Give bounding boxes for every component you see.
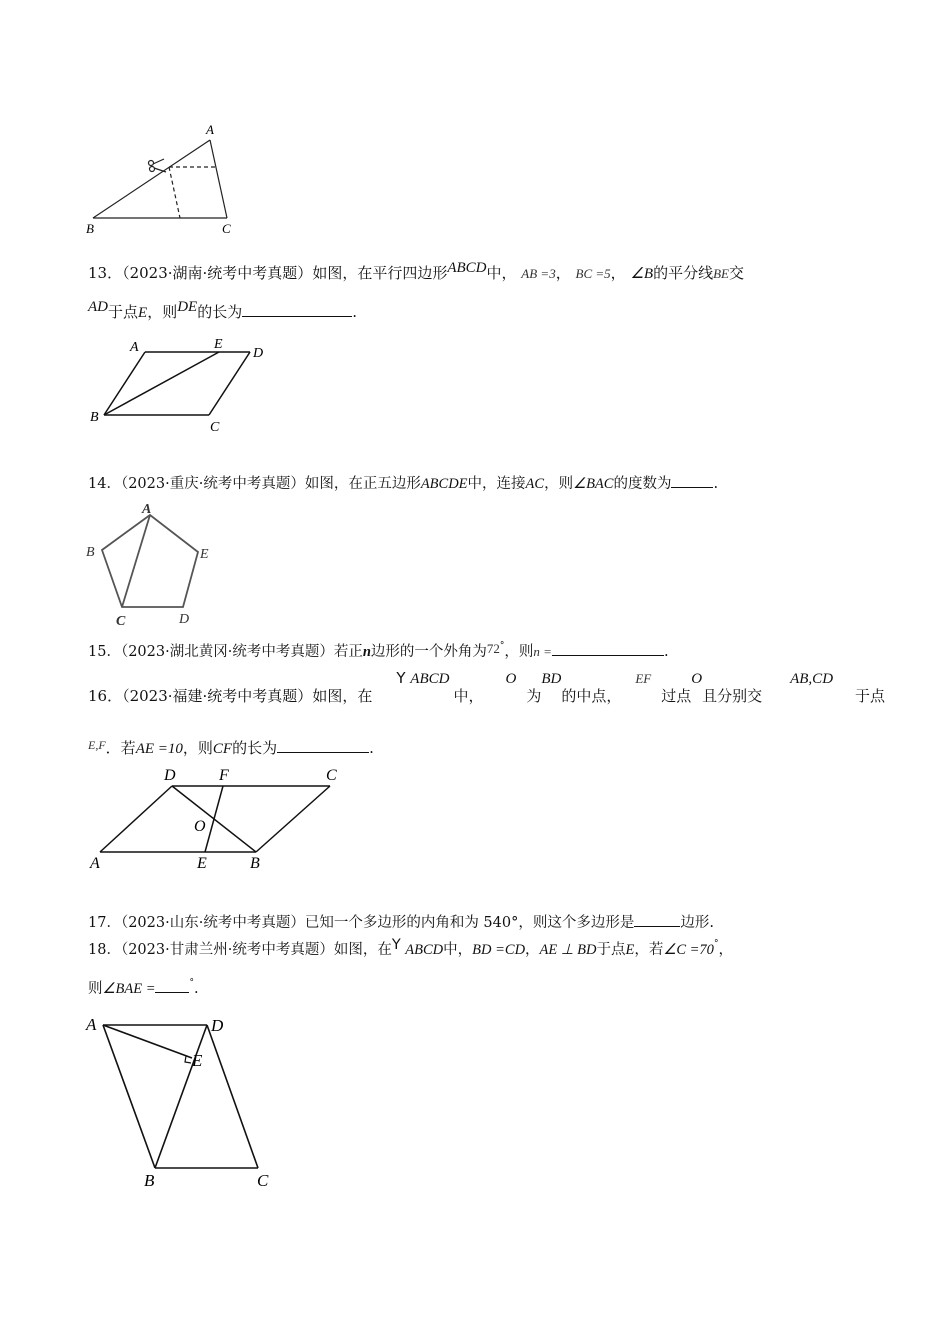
question-16-line-2 bbox=[88, 736, 374, 759]
question-text: ．若 bbox=[105, 739, 136, 757]
math-cf: CF bbox=[212, 741, 233, 757]
label-c: C bbox=[257, 1171, 269, 1190]
label-c: C bbox=[326, 767, 337, 784]
math-ab-cd: AB,CD bbox=[790, 671, 834, 687]
math-abcd: ABCD bbox=[405, 942, 444, 958]
question-text: 交 bbox=[728, 264, 744, 282]
question-text: . bbox=[663, 644, 669, 660]
answer-blank[interactable] bbox=[634, 910, 680, 927]
math-angle-bae: ∠BAE = bbox=[102, 981, 156, 997]
figure-q14-pentagon bbox=[80, 495, 230, 630]
scissors-icon bbox=[149, 159, 167, 172]
question-text: 中，连接 bbox=[467, 476, 526, 492]
question-text: 如图，在 bbox=[312, 687, 373, 705]
question-text: ， bbox=[525, 942, 540, 958]
label-d: D bbox=[164, 767, 176, 784]
label-e: E bbox=[192, 1051, 203, 1070]
question-text: 的长为 bbox=[232, 739, 278, 757]
question-text: 中， bbox=[486, 264, 517, 282]
math-be: BE bbox=[713, 266, 729, 281]
question-number: 17． bbox=[88, 915, 121, 931]
question-16-line-1 bbox=[88, 669, 886, 707]
question-text: 边形的一个外角为 bbox=[370, 644, 487, 660]
question-number: 16． bbox=[88, 687, 123, 705]
answer-blank[interactable] bbox=[242, 300, 352, 317]
question-text: . bbox=[193, 981, 199, 997]
figure-q13-parallelogram bbox=[80, 335, 280, 435]
math-ab: AB =3 bbox=[521, 266, 556, 281]
question-text: ，则 bbox=[544, 476, 574, 492]
degree-symbol: ° bbox=[713, 939, 719, 949]
question-text: 且分别交 bbox=[702, 687, 763, 705]
math-ef: EF bbox=[635, 671, 652, 686]
label-e: E bbox=[214, 337, 223, 352]
question-text: ，则 bbox=[504, 644, 534, 660]
math-angle-bac: ∠BAC bbox=[573, 476, 614, 492]
question-17-line-1 bbox=[88, 910, 714, 933]
question-text: 若正 bbox=[333, 644, 363, 660]
math-ad: AD bbox=[88, 299, 108, 315]
question-text: 于点 bbox=[855, 687, 886, 705]
label-e: E bbox=[197, 855, 207, 872]
label-b: B bbox=[250, 855, 260, 872]
question-source: （2023·湖北黄冈·统考中考真题） bbox=[120, 644, 334, 660]
math-n-equals: n = bbox=[533, 644, 552, 659]
answer-blank[interactable] bbox=[671, 471, 713, 488]
math-abcd: ABCD bbox=[447, 260, 487, 276]
question-number: 13． bbox=[88, 264, 123, 282]
math-angle-c-70: ∠C =70 bbox=[663, 942, 714, 958]
math-ae-perp-bd: AE ⊥ BD bbox=[539, 942, 597, 958]
question-text: ，若 bbox=[634, 942, 664, 958]
math-abcd: ABCD bbox=[410, 671, 450, 687]
label-a: A bbox=[130, 340, 139, 355]
math-n: n bbox=[362, 644, 371, 660]
label-d: D bbox=[211, 1016, 224, 1035]
label-c: C bbox=[210, 420, 220, 435]
math-bd-eq-cd: BD =CD bbox=[472, 942, 526, 958]
math-e: E bbox=[625, 942, 635, 958]
question-source: （2023·湖南·统考中考真题） bbox=[122, 264, 313, 282]
parallelogram-symbol: Y bbox=[396, 669, 406, 687]
math-abcde: ABCDE bbox=[420, 476, 468, 492]
math-angle-b: ∠B bbox=[630, 266, 654, 282]
label-d: D bbox=[253, 346, 264, 361]
label-a: A bbox=[90, 855, 100, 872]
question-source: （2023·甘肃兰州·统考中考真题） bbox=[120, 942, 334, 958]
question-text: 的度数为 bbox=[613, 476, 672, 492]
label-c: C bbox=[222, 221, 231, 236]
question-14-line-1 bbox=[88, 471, 718, 494]
question-18-line-2 bbox=[88, 976, 199, 1001]
math-ae-10: AE =10 bbox=[135, 741, 183, 757]
question-text: 的中点， bbox=[561, 687, 622, 705]
label-a: A bbox=[86, 1015, 97, 1034]
question-text: ， bbox=[718, 942, 733, 958]
figure-q12-triangle bbox=[80, 115, 260, 240]
math-bc: BC =5 bbox=[575, 266, 611, 281]
question-text: 如图，在 bbox=[333, 942, 392, 958]
math-o: O bbox=[691, 671, 703, 687]
question-text: . bbox=[713, 476, 719, 492]
math-72: 72 bbox=[486, 641, 500, 656]
degree-symbol: ° bbox=[499, 641, 505, 651]
label-b: B bbox=[90, 410, 99, 425]
label-a: A bbox=[206, 122, 214, 137]
question-text: 则 bbox=[88, 981, 103, 997]
math-ac: AC bbox=[525, 476, 545, 492]
question-18-line-1 bbox=[88, 937, 733, 962]
question-text: ，则 bbox=[182, 739, 213, 757]
question-15-line-1 bbox=[88, 639, 669, 664]
label-b: B bbox=[86, 221, 94, 236]
question-source: （2023·福建·统考中考真题） bbox=[122, 687, 313, 705]
question-number: 18． bbox=[88, 942, 121, 958]
label-f: F bbox=[219, 767, 229, 784]
label-b: B bbox=[86, 545, 95, 560]
question-text: 的长为 bbox=[197, 303, 243, 321]
question-number: 15． bbox=[88, 644, 121, 660]
question-number: 14． bbox=[88, 476, 121, 492]
question-text: 如图，在平行四边形 bbox=[312, 264, 448, 282]
question-text: 于点 bbox=[108, 303, 139, 321]
question-text: 如图，在正五边形 bbox=[304, 476, 421, 492]
figure-q18-parallelogram bbox=[80, 1005, 290, 1195]
question-text: 为 bbox=[526, 687, 542, 705]
label-e: E bbox=[200, 547, 209, 562]
math-de: DE bbox=[177, 299, 198, 315]
question-text: 边形. bbox=[680, 915, 714, 931]
question-text: . bbox=[369, 739, 374, 757]
answer-blank[interactable] bbox=[155, 976, 189, 993]
figure-q16-parallelogram bbox=[80, 762, 350, 872]
question-13-line-2 bbox=[88, 300, 357, 323]
parallelogram-symbol: Y bbox=[391, 937, 401, 953]
label-c: C bbox=[116, 614, 126, 629]
question-source: （2023·重庆·统考中考真题） bbox=[120, 476, 305, 492]
label-b: B bbox=[144, 1171, 155, 1190]
question-text: ， bbox=[610, 264, 626, 282]
label-a: A bbox=[142, 502, 152, 517]
question-text: 过点 bbox=[661, 687, 692, 705]
answer-blank[interactable] bbox=[552, 639, 664, 656]
question-text: 的平分线 bbox=[653, 264, 714, 282]
label-o: O bbox=[194, 818, 206, 835]
math-bd: BD bbox=[541, 671, 562, 687]
question-text: ，则 bbox=[147, 303, 178, 321]
question-source: （2023·山东·统考中考真题） bbox=[120, 915, 305, 931]
math-o: O bbox=[505, 671, 517, 687]
question-text: ， bbox=[555, 264, 571, 282]
question-text: 中， bbox=[453, 687, 484, 705]
label-d: D bbox=[179, 612, 190, 627]
answer-blank[interactable] bbox=[277, 736, 369, 753]
question-text: 于点 bbox=[596, 942, 626, 958]
math-e: E bbox=[138, 305, 148, 321]
question-text: 已知一个多边形的内角和为 540°，则这个多边形是 bbox=[304, 915, 635, 931]
question-13-line-1 bbox=[88, 260, 744, 284]
question-text: 中， bbox=[443, 942, 473, 958]
math-e-f: E,F bbox=[88, 738, 106, 752]
degree-symbol: ° bbox=[189, 978, 194, 988]
question-text: . bbox=[352, 303, 357, 321]
